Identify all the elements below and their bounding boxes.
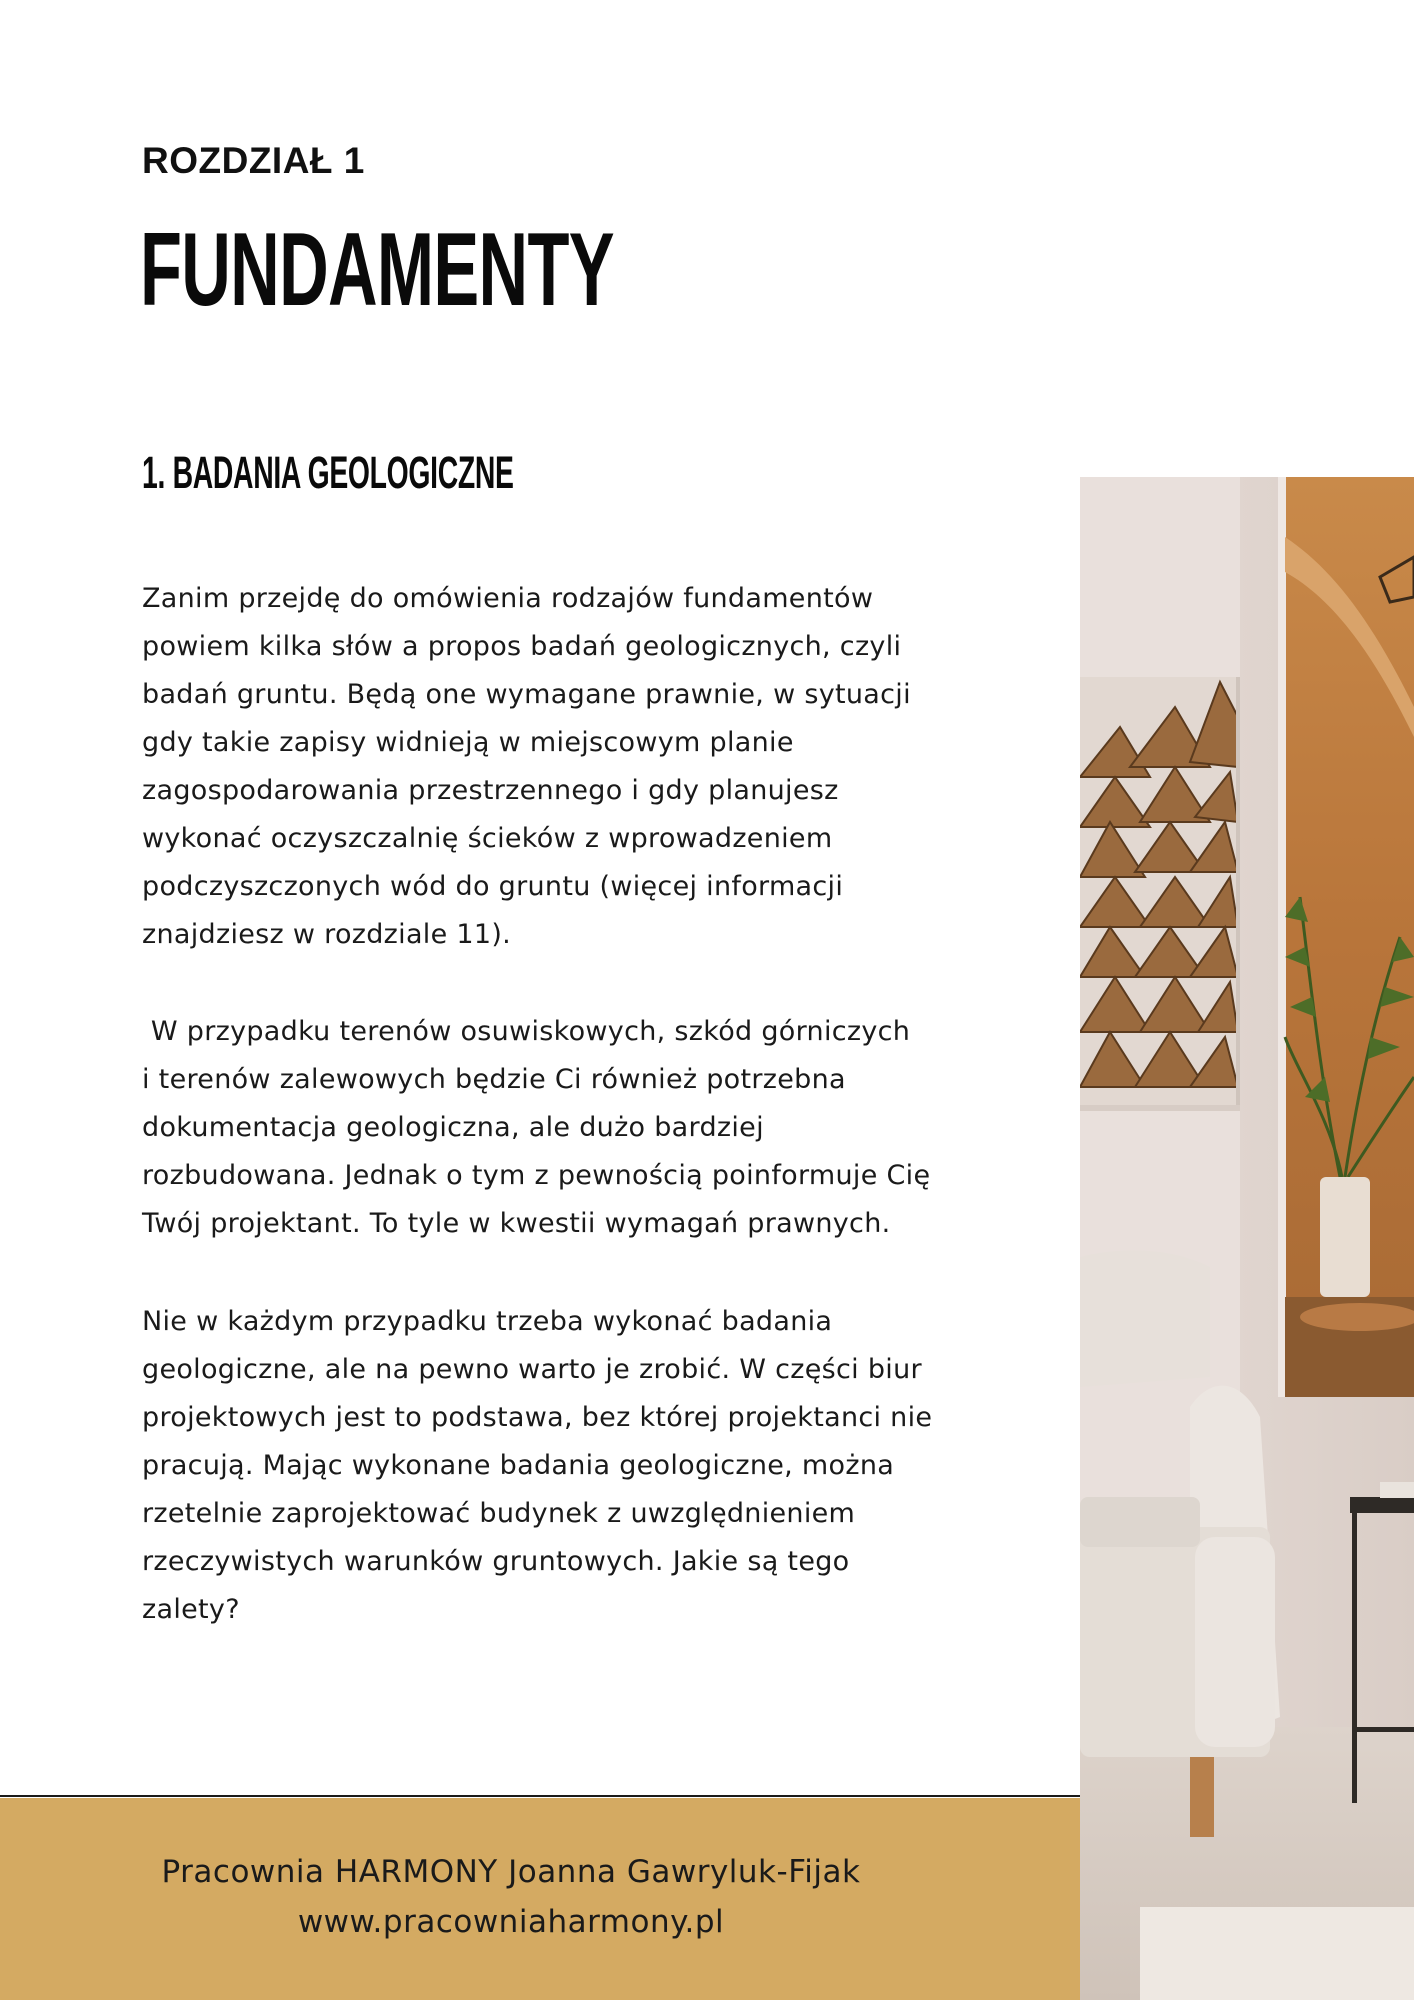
paragraph-line: zalety? bbox=[142, 1594, 240, 1625]
paragraph-line: pracują. Mając wykonane badania geologiczne, można bbox=[142, 1450, 895, 1481]
paragraph-line: dokumentacja geologiczna, ale dużo bardziej bbox=[142, 1112, 764, 1143]
paragraph-line: rzeczywistych warunków gruntowych. Jakie są tego bbox=[142, 1546, 850, 1577]
paragraph-line: powiem kilka słów a propos badań geologicznych, czyli bbox=[142, 631, 902, 662]
paragraph-line: zagospodarowania przestrzennego i gdy planujesz bbox=[142, 775, 839, 806]
body-paragraph-1 bbox=[142, 575, 1022, 959]
paragraph-line: badań gruntu. Będą one wymagane prawnie, w sytuacji bbox=[142, 679, 911, 710]
footer-website-link[interactable]: www.pracowniaharmony.pl bbox=[297, 1904, 725, 1940]
interior-photo bbox=[1080, 477, 1414, 2000]
section-heading: 1. BADANIA GEOLOGICZNE bbox=[142, 447, 514, 498]
paragraph-line: Zanim przejdę do omówienia rodzajów fundamentów bbox=[142, 583, 874, 614]
body-paragraph-2 bbox=[142, 1008, 1022, 1248]
paragraph-line: podczyszczonych wód do gruntu (więcej informacji bbox=[142, 871, 844, 902]
footer-divider bbox=[0, 1795, 1080, 1797]
paragraph-line: wykonać oczyszczalnię ścieków z wprowadzeniem bbox=[142, 823, 833, 854]
paragraph-line: W przypadku terenów osuwiskowych, szkód górniczych bbox=[142, 1016, 911, 1047]
interior-photo-icon bbox=[1080, 477, 1414, 2000]
paragraph-line: rozbudowana. Jednak o tym z pewnością poinformuje Cię bbox=[142, 1160, 931, 1191]
footer bbox=[0, 1798, 1080, 2000]
chapter-title: FUNDAMENTY bbox=[140, 212, 614, 328]
paragraph-line: znajdziesz w rozdziale 11). bbox=[142, 919, 512, 950]
footer-company-name: Pracownia HARMONY Joanna Gawryluk-Fijak bbox=[161, 1854, 861, 1890]
paragraph-line: gdy takie zapisy widnieją w miejscowym planie bbox=[142, 727, 794, 758]
paragraph-line: i terenów zalewowych będzie Ci również potrzebna bbox=[142, 1064, 846, 1095]
paragraph-line: geologiczne, ale na pewno warto je zrobić. W części biur bbox=[142, 1354, 922, 1385]
body-paragraph-3 bbox=[142, 1298, 1022, 1634]
paragraph-line: Nie w każdym przypadku trzeba wykonać badania bbox=[142, 1306, 833, 1337]
chapter-label: ROZDZIAŁ 1 bbox=[142, 140, 365, 181]
paragraph-line: Twój projektant. To tyle w kwestii wymagań prawnych. bbox=[142, 1208, 891, 1239]
paragraph-line: rzetelnie zaprojektować budynek z uwzględnieniem bbox=[142, 1498, 856, 1529]
paragraph-line: projektowych jest to podstawa, bez której projektanci nie bbox=[142, 1402, 933, 1433]
